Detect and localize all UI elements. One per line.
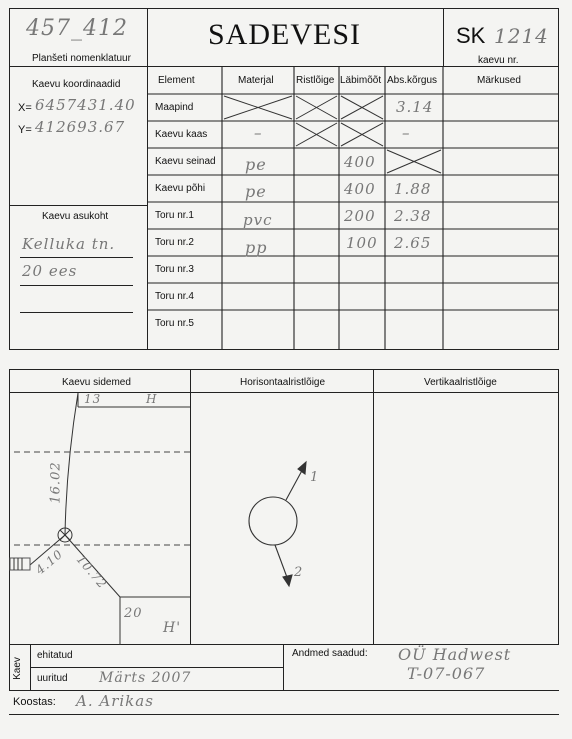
mark-top: H <box>146 392 158 406</box>
page-title: SADEVESI <box>208 18 362 51</box>
surveyed-label: uuritud <box>37 673 68 684</box>
x-value: 6457431.40 <box>35 96 136 114</box>
col-header-diameter: Läbimõõt <box>340 75 382 86</box>
row-label: Toru nr.1 <box>155 210 194 221</box>
well-number: 1214 <box>494 24 549 48</box>
dim-left: 4.10 <box>33 546 66 578</box>
nomenclature-value: 457_412 <box>26 16 128 41</box>
dim-bottom: 20 <box>124 606 143 621</box>
sketch-col2-title: Horisontaalristlõige <box>240 377 326 388</box>
data-source-label: Andmed saadud: <box>292 648 368 659</box>
col-header-material: Materjal <box>238 75 274 86</box>
col-header-abs: Abs.kõrgus <box>387 75 438 86</box>
dim-diag: 10.72 <box>73 552 110 592</box>
material-value: pvc <box>243 211 273 229</box>
material-value: pe <box>245 155 267 174</box>
well-label: kaevu nr. <box>478 55 519 66</box>
abs-value: 2.38 <box>394 207 432 225</box>
diameter-value: 400 <box>344 153 376 171</box>
sketch-col3-title: Vertikaalristlõige <box>424 377 497 388</box>
arrow-label-2: 2 <box>294 565 304 580</box>
row-label: Kaevu seinad <box>155 156 216 167</box>
well-prefix: SK <box>456 23 486 48</box>
y-label: Y= <box>18 124 32 136</box>
data-source-value2: T-07-067 <box>407 664 486 683</box>
diameter-value: 400 <box>344 180 376 198</box>
mark-bottom: H' <box>163 620 182 636</box>
location-line1: Kelluka tn. <box>22 235 116 253</box>
x-label: X= <box>18 102 32 114</box>
author-label: Koostas: <box>13 696 56 708</box>
dim-top: 13 <box>84 392 102 406</box>
data-source-value1: OÜ Hadwest <box>398 645 512 664</box>
y-value: 412693.67 <box>35 118 126 136</box>
dim-vertical: 16.02 <box>48 461 64 504</box>
abs-value: 1.88 <box>394 180 432 198</box>
material-value: – <box>254 124 263 142</box>
row-label: Toru nr.3 <box>155 264 194 275</box>
row-label: Toru nr.4 <box>155 291 194 302</box>
nomenclature-label: Planšeti nomenklatuur <box>32 53 131 64</box>
abs-value: 2.65 <box>394 234 432 252</box>
built-label: ehitatud <box>37 650 73 661</box>
col-header-notes: Märkused <box>477 75 521 86</box>
coords-label: Kaevu koordinaadid <box>32 79 121 90</box>
arrow-label-1: 1 <box>310 470 320 485</box>
location-line2: 20 ees <box>22 262 78 280</box>
col-header-cross: Ristlõige <box>296 75 335 86</box>
material-value: pe <box>245 182 267 201</box>
location-label: Kaevu asukoht <box>42 211 109 222</box>
surveyed-value: Märts 2007 <box>99 670 192 686</box>
row-label: Maapind <box>155 102 194 113</box>
row-label: Kaevu põhi <box>155 183 206 194</box>
abs-value: 3.14 <box>396 98 434 116</box>
row-label: Kaevu kaas <box>155 129 208 140</box>
material-value: pp <box>245 238 268 257</box>
row-label: Toru nr.2 <box>155 237 194 248</box>
diameter-value: 100 <box>346 234 378 252</box>
row-label: Toru nr.5 <box>155 318 194 329</box>
abs-value: – <box>402 124 411 142</box>
diameter-value: 200 <box>344 207 376 225</box>
col-header-element: Element <box>158 75 195 86</box>
kaev-label: Kaev <box>11 657 23 680</box>
sketch-col1-title: Kaevu sidemed <box>62 377 131 388</box>
author-value: A. Arikas <box>76 692 154 710</box>
